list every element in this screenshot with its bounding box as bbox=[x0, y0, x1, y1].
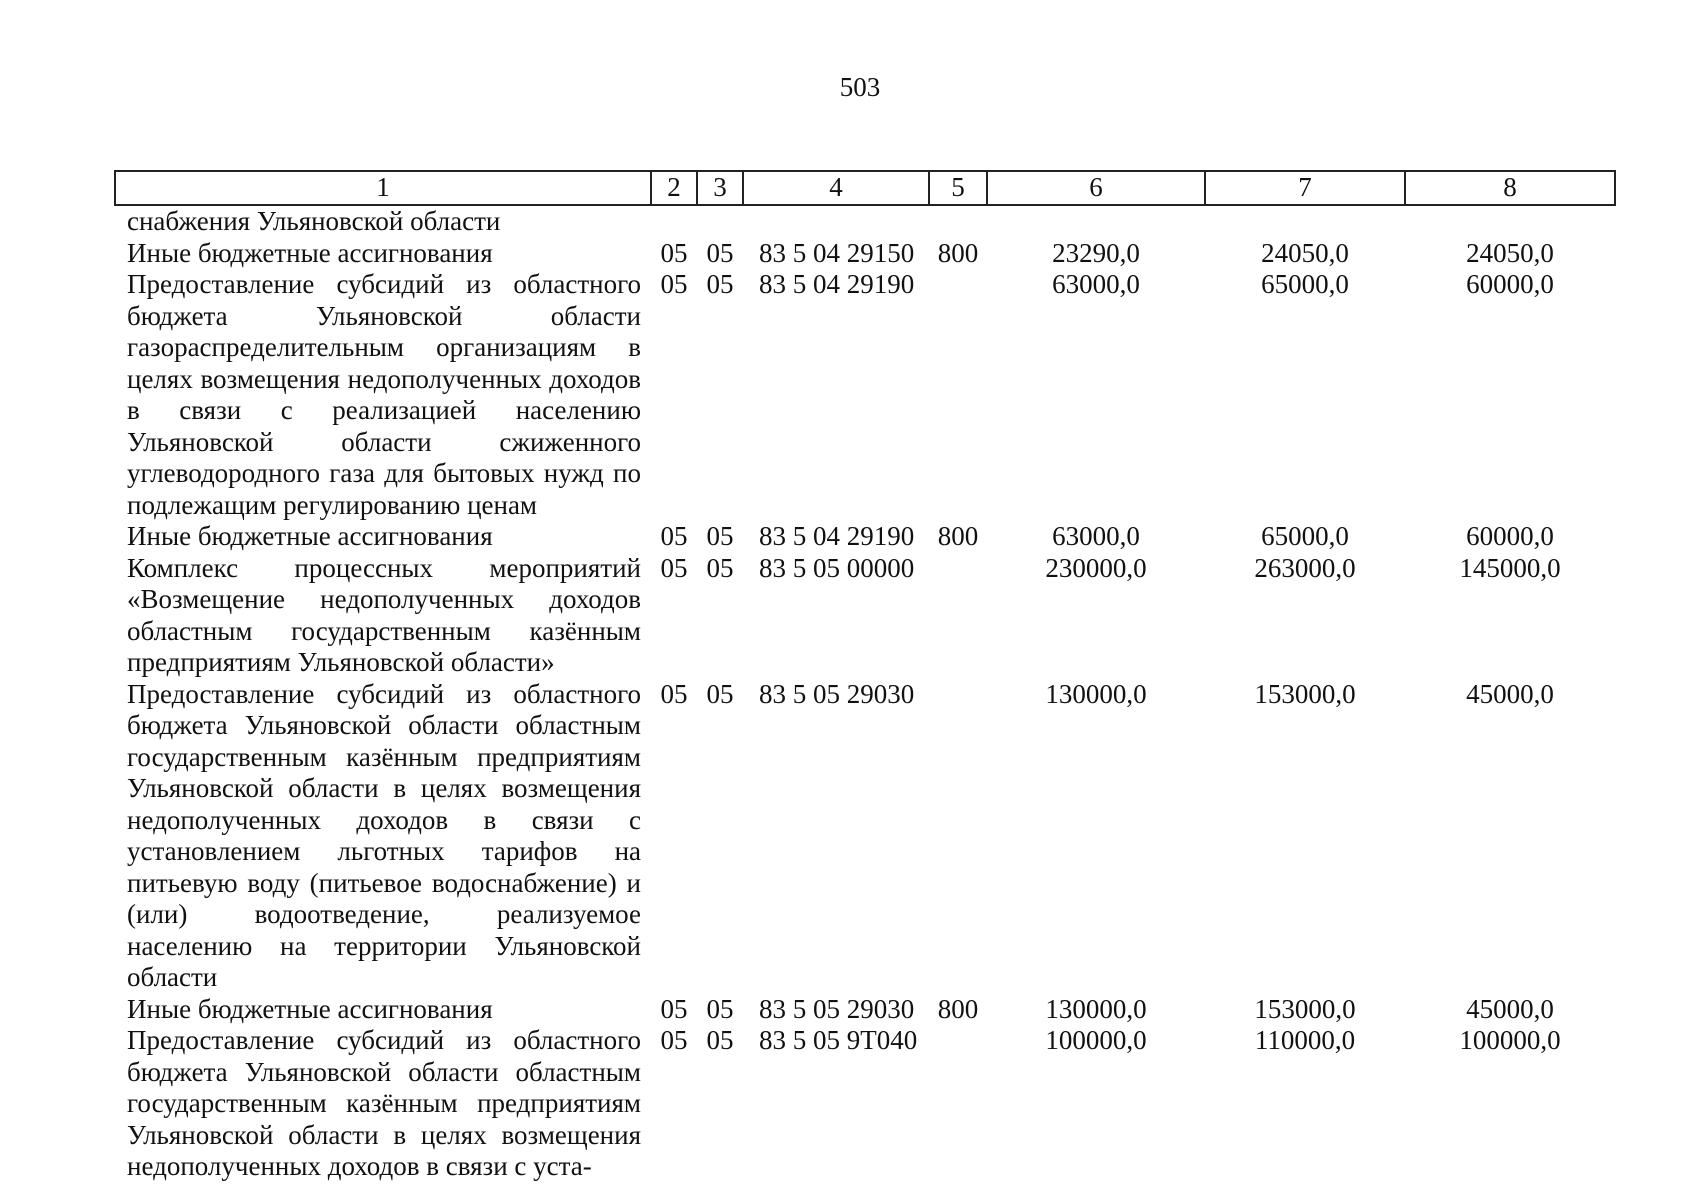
row-podrazdel: 05 bbox=[706, 993, 734, 1024]
row-razdel bbox=[651, 205, 697, 238]
row-amount-year3 bbox=[1405, 205, 1615, 238]
table-row bbox=[115, 205, 1615, 238]
row-name: Предоставление субсидий из областного бюджета Ульяновской области областным государственным казённым предприятиям Ульяновской области в целях возмещения недополученных доходов в связи с установлением льготных тарифов на питьевую воду (питьевое водоснабжение) и (или) водоотведение, реализуемое населению на территории Ульяновской области bbox=[127, 678, 641, 992]
row-expense-type bbox=[929, 269, 987, 521]
row-podrazdel: 05 bbox=[706, 552, 734, 583]
row-amount-year1: 100000,0 bbox=[1045, 1025, 1147, 1055]
row-target-article: 83 5 05 9Т040 bbox=[759, 1025, 918, 1055]
row-name: Предоставление субсидий из областного бюджета Ульяновской области областным государственным казённым предприятиям Ульяновской области в целях возмещения недополученных доходов в связи с уста- bbox=[127, 1025, 641, 1181]
row-razdel: 05 bbox=[660, 1025, 688, 1055]
table-row bbox=[115, 553, 1615, 679]
row-name: Иные бюджетные ассигнования bbox=[127, 993, 493, 1024]
row-expense-type bbox=[929, 553, 987, 679]
row-amount-year1: 23290,0 bbox=[1052, 237, 1140, 268]
row-name: Иные бюджетные ассигнования bbox=[127, 237, 493, 268]
row-amount-year2: 65000,0 bbox=[1261, 269, 1349, 299]
header-col-8: 8 bbox=[1405, 171, 1615, 205]
budget-table bbox=[114, 170, 1616, 1183]
row-target-article: 83 5 04 29190 bbox=[759, 269, 915, 299]
header-col-3: 3 bbox=[697, 171, 743, 205]
page-number: 503 bbox=[839, 72, 881, 102]
header-col-6: 6 bbox=[987, 171, 1205, 205]
row-amount-year3: 60000,0 bbox=[1466, 521, 1554, 551]
row-razdel: 05 bbox=[660, 269, 688, 299]
row-expense-type bbox=[929, 679, 987, 994]
row-podrazdel: 05 bbox=[706, 237, 734, 268]
row-name: снабжения Ульяновской области bbox=[127, 206, 501, 236]
row-target-article bbox=[743, 205, 929, 238]
table-row bbox=[115, 521, 1615, 553]
row-amount-year3: 145000,0 bbox=[1459, 552, 1561, 583]
row-podrazdel: 05 bbox=[706, 1025, 734, 1055]
column-number-header bbox=[115, 171, 1615, 205]
row-amount-year2: 110000,0 bbox=[1254, 1025, 1356, 1055]
row-podrazdel: 05 bbox=[706, 678, 734, 709]
row-amount-year1: 130000,0 bbox=[1045, 993, 1147, 1024]
header-col-4: 4 bbox=[743, 171, 929, 205]
row-amount-year1 bbox=[987, 205, 1205, 238]
row-expense-type bbox=[929, 1025, 987, 1183]
row-podrazdel: 05 bbox=[706, 269, 734, 299]
row-expense-type bbox=[929, 205, 987, 238]
row-amount-year2: 65000,0 bbox=[1261, 521, 1349, 551]
table-row bbox=[115, 1025, 1615, 1183]
row-amount-year3: 60000,0 bbox=[1466, 269, 1554, 299]
header-col-2: 2 bbox=[651, 171, 697, 205]
row-target-article: 83 5 04 29190 bbox=[759, 521, 915, 551]
row-amount-year1: 63000,0 bbox=[1052, 521, 1140, 551]
row-expense-type: 800 bbox=[937, 237, 979, 268]
row-amount-year2 bbox=[1205, 205, 1405, 238]
header-col-1: 1 bbox=[115, 171, 651, 205]
table-row bbox=[115, 269, 1615, 521]
row-podrazdel: 05 bbox=[706, 521, 734, 551]
header-col-5: 5 bbox=[929, 171, 987, 205]
row-expense-type: 800 bbox=[937, 993, 979, 1024]
row-razdel: 05 bbox=[660, 521, 688, 551]
row-razdel: 05 bbox=[660, 237, 688, 268]
row-name: Иные бюджетные ассигнования bbox=[127, 521, 493, 551]
row-target-article: 83 5 05 29030 bbox=[759, 993, 915, 1024]
row-amount-year3: 45000,0 bbox=[1466, 993, 1554, 1024]
row-amount-year1: 130000,0 bbox=[1045, 678, 1147, 709]
row-amount-year1: 63000,0 bbox=[1052, 269, 1140, 299]
row-razdel: 05 bbox=[660, 993, 688, 1024]
row-amount-year3: 24050,0 bbox=[1466, 237, 1554, 268]
row-amount-year3: 45000,0 bbox=[1466, 678, 1554, 709]
row-name: Комплекс процессных мероприятий «Возмещение недополученных доходов областным государственным казённым предприятиям Ульяновской области» bbox=[127, 552, 641, 677]
row-podrazdel bbox=[697, 205, 743, 238]
row-expense-type: 800 bbox=[937, 521, 979, 551]
table-row bbox=[115, 238, 1615, 270]
row-target-article: 83 5 05 29030 bbox=[759, 678, 915, 709]
row-amount-year3: 100000,0 bbox=[1459, 1025, 1561, 1055]
row-razdel: 05 bbox=[660, 552, 688, 583]
row-amount-year2: 153000,0 bbox=[1254, 993, 1356, 1024]
row-amount-year2: 153000,0 bbox=[1254, 678, 1356, 709]
row-target-article: 83 5 05 00000 bbox=[759, 552, 915, 583]
row-amount-year2: 24050,0 bbox=[1261, 237, 1349, 268]
row-amount-year2: 263000,0 bbox=[1254, 552, 1356, 583]
table-row bbox=[115, 679, 1615, 994]
row-amount-year1: 230000,0 bbox=[1045, 552, 1147, 583]
table-row bbox=[115, 994, 1615, 1026]
row-name: Предоставление субсидий из областного бюджета Ульяновской области газораспределительным организациям в целях возмещения недополученных доходов в связи с реализацией населению Ульяновской области сжиженного углеводородного газа для бытовых нужд по подлежащим регулированию ценам bbox=[127, 269, 641, 520]
row-target-article: 83 5 04 29150 bbox=[759, 237, 915, 268]
header-col-7: 7 bbox=[1205, 171, 1405, 205]
row-razdel: 05 bbox=[660, 678, 688, 709]
